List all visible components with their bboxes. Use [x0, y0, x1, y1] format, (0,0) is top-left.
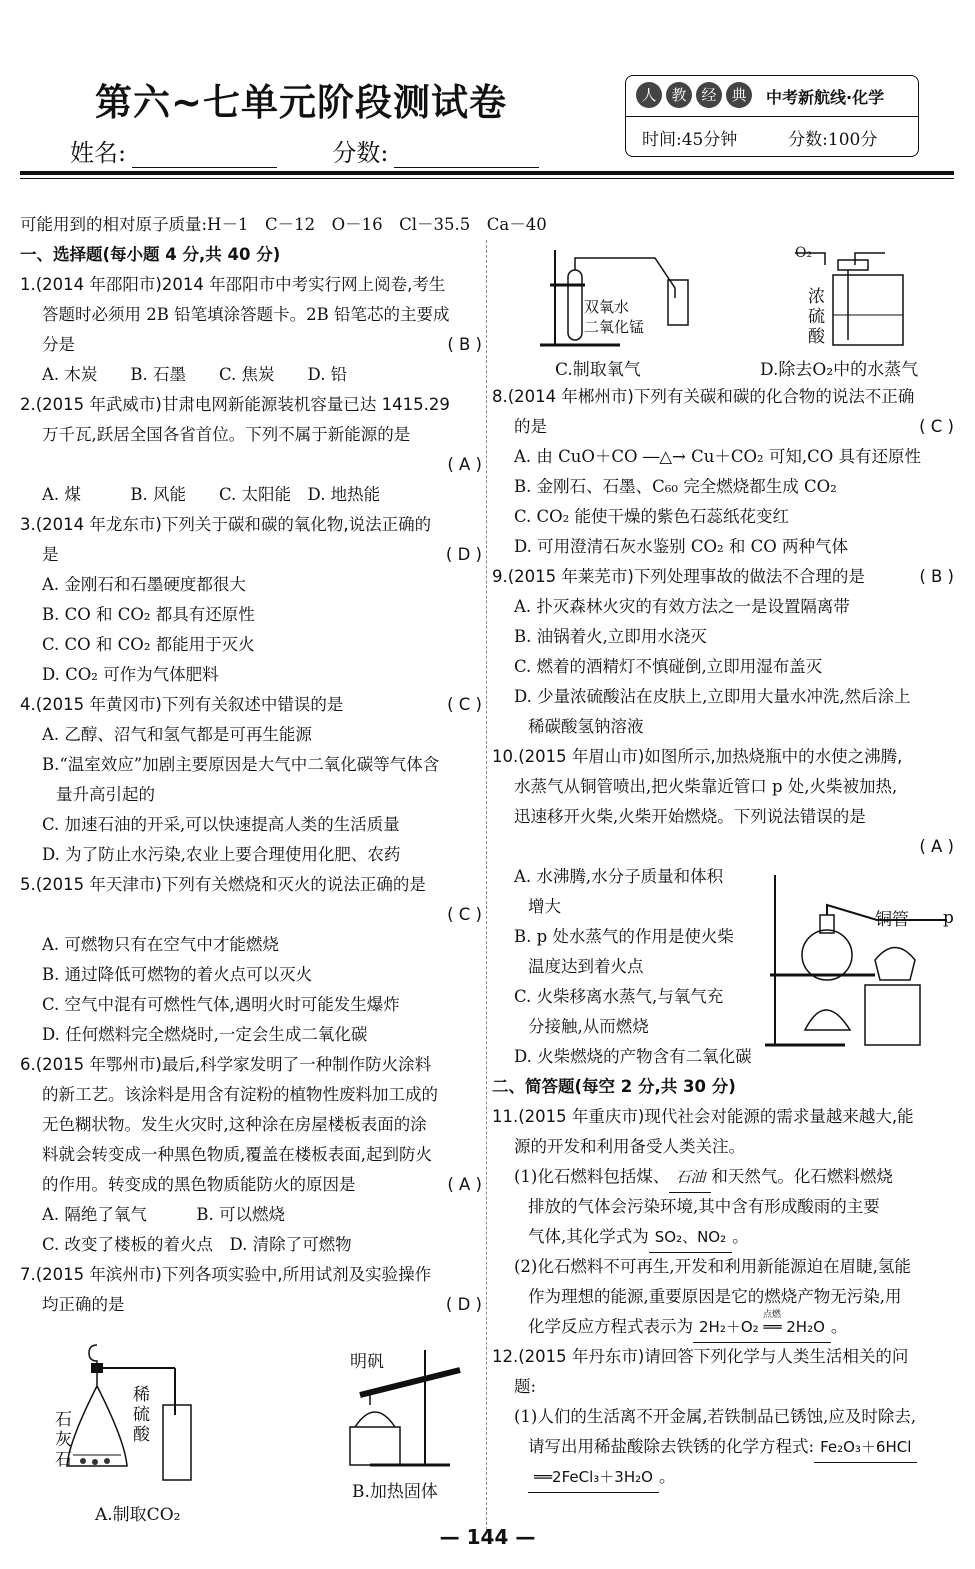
name-label: 姓名: — [70, 139, 127, 167]
question-line: 迅速移开火柴,火柴开始燃烧。下列说法错误的是 — [514, 807, 866, 826]
question-line: (2)化石燃料不可再生,开发和利用新能源迫在眉睫,氢能 — [514, 1257, 911, 1276]
option-line: C. CO 和 CO₂ 都能用于灭火 — [42, 635, 255, 654]
question-line: 的新工艺。该涂料是用含有淀粉的植物性废料加工成的 — [42, 1085, 438, 1104]
option-line: 分接触,从而燃烧 — [528, 1017, 649, 1036]
atomic-mass-line: 可能用到的相对原子质量:H－1 C－12 O－16 Cl－35.5 Ca－40 — [20, 215, 547, 234]
question-line: (1)化石燃料包括煤、 石油 和天然气。化石燃料燃烧 — [492, 1162, 954, 1192]
question-line: 2.(2015 年武威市)甘肃电网新能源装机容量已达 1415.29 — [20, 395, 450, 414]
question-line: 的是 ( C ) — [492, 412, 954, 442]
question-line: (1)人们的生活离不开金属,若铁制品已锈蚀,应及时除去, — [514, 1407, 917, 1426]
question-line: 5.(2015 年天津市)下列有关燃烧和灭火的说法正确的是 — [20, 875, 426, 894]
label-limestone: 石 灰 石 — [55, 1410, 72, 1470]
score-blank[interactable] — [394, 147, 539, 168]
answer-mark: ( B ) — [919, 567, 954, 586]
option-line: A. 木炭 B. 石墨 C. 焦炭 D. 铅 — [42, 365, 348, 384]
option-line: A. 隔绝了氧气 B. 可以燃烧 — [42, 1205, 286, 1224]
question-line — [492, 832, 954, 862]
answer-mark: ( B ) — [447, 335, 482, 354]
option-line: C. 空气中混有可燃性气体,遇明火时可能发生爆炸 — [42, 995, 400, 1014]
answer-fill[interactable]: SO₂、NO₂ — [649, 1222, 732, 1253]
option-line: B. CO 和 CO₂ 都具有还原性 — [42, 605, 255, 624]
question-line: 排放的气体会污染环境,其中含有形成酸雨的主要 — [528, 1197, 880, 1216]
seal-char: 典 — [726, 82, 752, 108]
option-line: D. 可用澄清石灰水鉴别 CO₂ 和 CO 两种气体 — [514, 537, 849, 556]
label-conc-acid: 浓 硫 酸 — [808, 287, 825, 347]
question-line: 题: — [514, 1377, 537, 1396]
option-line: 温度达到着火点 — [528, 957, 644, 976]
question-line: 源的开发和利用备受人类关注。 — [514, 1137, 745, 1156]
question-line — [20, 900, 482, 930]
question-line: 12.(2015 年丹东市)请回答下列化学与人类生活相关的问 — [492, 1347, 909, 1366]
option-line: B.“温室效应”加剧主要原因是大气中二氧化碳等气体含 — [42, 755, 440, 774]
time-info: 时间:45分钟 — [642, 130, 738, 150]
question-line: 是 ( D ) — [20, 540, 482, 570]
option-line: D. 少量浓硫酸沾在皮肤上,立即用大量水冲洗,然后涂上 — [514, 687, 911, 706]
question-line: 气体,其化学式为 SO₂、NO₂ 。 — [492, 1222, 954, 1252]
option-line: B. 油锅着火,立即用水浇灭 — [514, 627, 707, 646]
option-line: C. CO₂ 能使干燥的紫色石蕊纸花变红 — [514, 507, 790, 526]
question-line: 答题时必须用 2B 铅笔填涂答题卡。2B 铅笔芯的主要成 — [42, 305, 450, 324]
label-reagents: 双氧水 二氧化锰 — [584, 298, 645, 336]
answer-mark: ( A ) — [919, 837, 954, 856]
question-line: 8.(2014 年郴州市)下列有关碳和碳的化合物的说法不正确 — [492, 387, 915, 406]
option-line: C. 加速石油的开采,可以快速提高人类的生活质量 — [42, 815, 400, 834]
option-line: C. 改变了楼板的着火点 D. 清除了可燃物 — [42, 1235, 352, 1254]
option-line: C. 火柴移离水蒸气,与氧气充 — [514, 987, 724, 1006]
question-line: 1.(2014 年邵阳市)2014 年邵阳市中考实行网上阅卷,考生 — [20, 275, 446, 294]
option-line: A. 金刚石和石墨硬度都很大 — [42, 575, 246, 594]
answer-fill[interactable]: 石油 — [669, 1162, 711, 1193]
option-line: A. 扑灭森林火灾的有效方法之一是设置隔离带 — [514, 597, 850, 616]
brand-box — [625, 75, 919, 157]
question-line: 请写出用稀盐酸除去铁锈的化学方程式: Fe₂O₃＋6HCl — [492, 1432, 954, 1462]
answer-fill[interactable]: 点燃 2H₂＋O₂ ══ 2H₂O — [693, 1312, 831, 1343]
option-line: 增大 — [528, 897, 561, 916]
question-line: 10.(2015 年眉山市)如图所示,加热烧瓶中的水使之沸腾, — [492, 747, 903, 766]
question-line: 4.(2015 年黄冈市)下列有关叙述中错误的是 ( C ) — [20, 690, 482, 720]
option-line: D. CO₂ 可作为气体肥料 — [42, 665, 219, 684]
page-number: — 144 — — [439, 1525, 536, 1549]
question-line: 作为理想的能源,重要原因是它的燃烧产物无污染,用 — [528, 1287, 902, 1306]
header-rule — [20, 171, 954, 175]
seal-char: 经 — [696, 82, 722, 108]
question-line: 万千瓦,跃居全国各省首位。下列不属于新能源的是 — [42, 425, 411, 444]
question-line: 3.(2014 年龙东市)下列关于碳和碳的氧化物,说法正确的 — [20, 515, 432, 534]
question-line: 化学反应方程式表示为 点燃 2H₂＋O₂ ══ 2H₂O 。 — [492, 1312, 954, 1342]
page-title: 第六~七单元阶段测试卷 — [95, 81, 508, 124]
brand-name: 中考新航线·化学 — [766, 88, 885, 107]
figure-c — [540, 245, 710, 380]
option-line: A. 煤 B. 风能 C. 太阳能 D. 地热能 — [42, 485, 381, 504]
question-line: 分是 ( B ) — [20, 330, 482, 360]
header-rule-thin — [20, 178, 954, 179]
question-line: 均正确的是 ( D ) — [20, 1290, 482, 1320]
option-line: 量升高引起的 — [56, 785, 155, 804]
answer-mark: ( C ) — [447, 905, 482, 924]
option-line: A. 乙醇、沼气和氢气都是可再生能源 — [42, 725, 312, 744]
question-line: 料就会转变成一种黑色物质,覆盖在楼板表面,起到防火 — [42, 1145, 432, 1164]
answer-fill[interactable]: ══2FeCl₃＋3H₂O — [528, 1462, 659, 1493]
figure-a — [55, 1335, 225, 1530]
label-p: p — [943, 908, 954, 928]
steam-apparatus-drawing — [765, 870, 955, 1050]
caption-a: A.制取CO₂ — [95, 1505, 181, 1525]
question-line: 11.(2015 年重庆市)现代社会对能源的需求量越来越大,能 — [492, 1107, 914, 1126]
column-divider — [486, 240, 487, 1530]
answer-mark: ( D ) — [445, 545, 482, 564]
option-line: B. p 处水蒸气的作用是使火柴 — [514, 927, 734, 946]
question-line: 水蒸气从铜管喷出,把火柴靠近管口 p 处,火柴被加热, — [514, 777, 898, 796]
caption-b: B.加热固体 — [352, 1482, 438, 1502]
option-line: D. 为了防止水污染,农业上要合理使用化肥、农药 — [42, 845, 401, 864]
answer-mark: ( D ) — [445, 1295, 482, 1314]
label-dilute-acid: 稀 硫 酸 — [133, 1385, 150, 1445]
option-line: 稀碳酸氢钠溶液 — [528, 717, 644, 736]
name-score-row — [70, 133, 539, 168]
drying-apparatus-drawing — [760, 245, 955, 350]
seal-char: 教 — [666, 82, 692, 108]
label-copper-tube: 铜管 — [875, 910, 909, 930]
name-blank[interactable] — [132, 147, 277, 168]
option-line: B. 通过降低可燃物的着火点可以灭火 — [42, 965, 313, 984]
answer-mark: ( A ) — [447, 1175, 482, 1194]
score-info: 分数:100分 — [788, 130, 878, 150]
label-o2: O₂ — [795, 245, 813, 261]
seal-char: 人 — [636, 82, 662, 108]
option-line: B. 金刚石、石墨、C₆₀ 完全燃烧都生成 CO₂ — [514, 477, 837, 496]
question-line: 无色糊状物。发生火灾时,这种涂在房屋楼板表面的涂 — [42, 1115, 427, 1134]
question-line: 9.(2015 年莱芜市)下列处理事故的做法不合理的是 ( B ) — [492, 562, 954, 592]
question-line — [20, 450, 482, 480]
option-line: A. 由 CuO＋CO ―△→ Cu＋CO₂ 可知,CO 具有还原性 — [514, 447, 921, 466]
score-label: 分数: — [332, 139, 389, 167]
time-score-info — [642, 125, 877, 150]
label-alum: 明矾 — [350, 1352, 384, 1372]
question-line: 7.(2015 年滨州市)下列各项实验中,所用试剂及实验操作 — [20, 1265, 432, 1284]
option-line: D. 火柴燃烧的产物含有二氧化碳 — [514, 1047, 752, 1066]
option-line: A. 水沸腾,水分子质量和体积 — [514, 867, 724, 886]
answer-mark: ( A ) — [447, 455, 482, 474]
caption-c: C.制取氧气 — [555, 360, 641, 380]
answer-mark: ( C ) — [919, 417, 954, 436]
figure-q10 — [765, 870, 955, 1050]
section-heading: 一、选择题(每小题 4 分,共 40 分) — [20, 245, 281, 264]
answer-fill[interactable]: Fe₂O₃＋6HCl — [814, 1432, 917, 1463]
option-line: A. 可燃物只有在空气中才能燃烧 — [42, 935, 279, 954]
question-line: ══2FeCl₃＋3H₂O 。 — [492, 1462, 954, 1492]
answer-mark: ( C ) — [447, 695, 482, 714]
figure-b — [330, 1345, 470, 1525]
section-heading: 二、简答题(每空 2 分,共 30 分) — [492, 1077, 736, 1096]
question-line: 的作用。转变成的黑色物质能防火的原因是 ( A ) — [20, 1170, 482, 1200]
figure-d — [760, 245, 955, 380]
option-line: C. 燃着的酒精灯不慎碰倒,立即用湿布盖灭 — [514, 657, 823, 676]
caption-d: D.除去O₂中的水蒸气 — [760, 360, 919, 380]
option-line: D. 任何燃料完全燃烧时,一定会生成二氧化碳 — [42, 1025, 368, 1044]
question-line: 6.(2015 年鄂州市)最后,科学家发明了一种制作防火涂料 — [20, 1055, 432, 1074]
